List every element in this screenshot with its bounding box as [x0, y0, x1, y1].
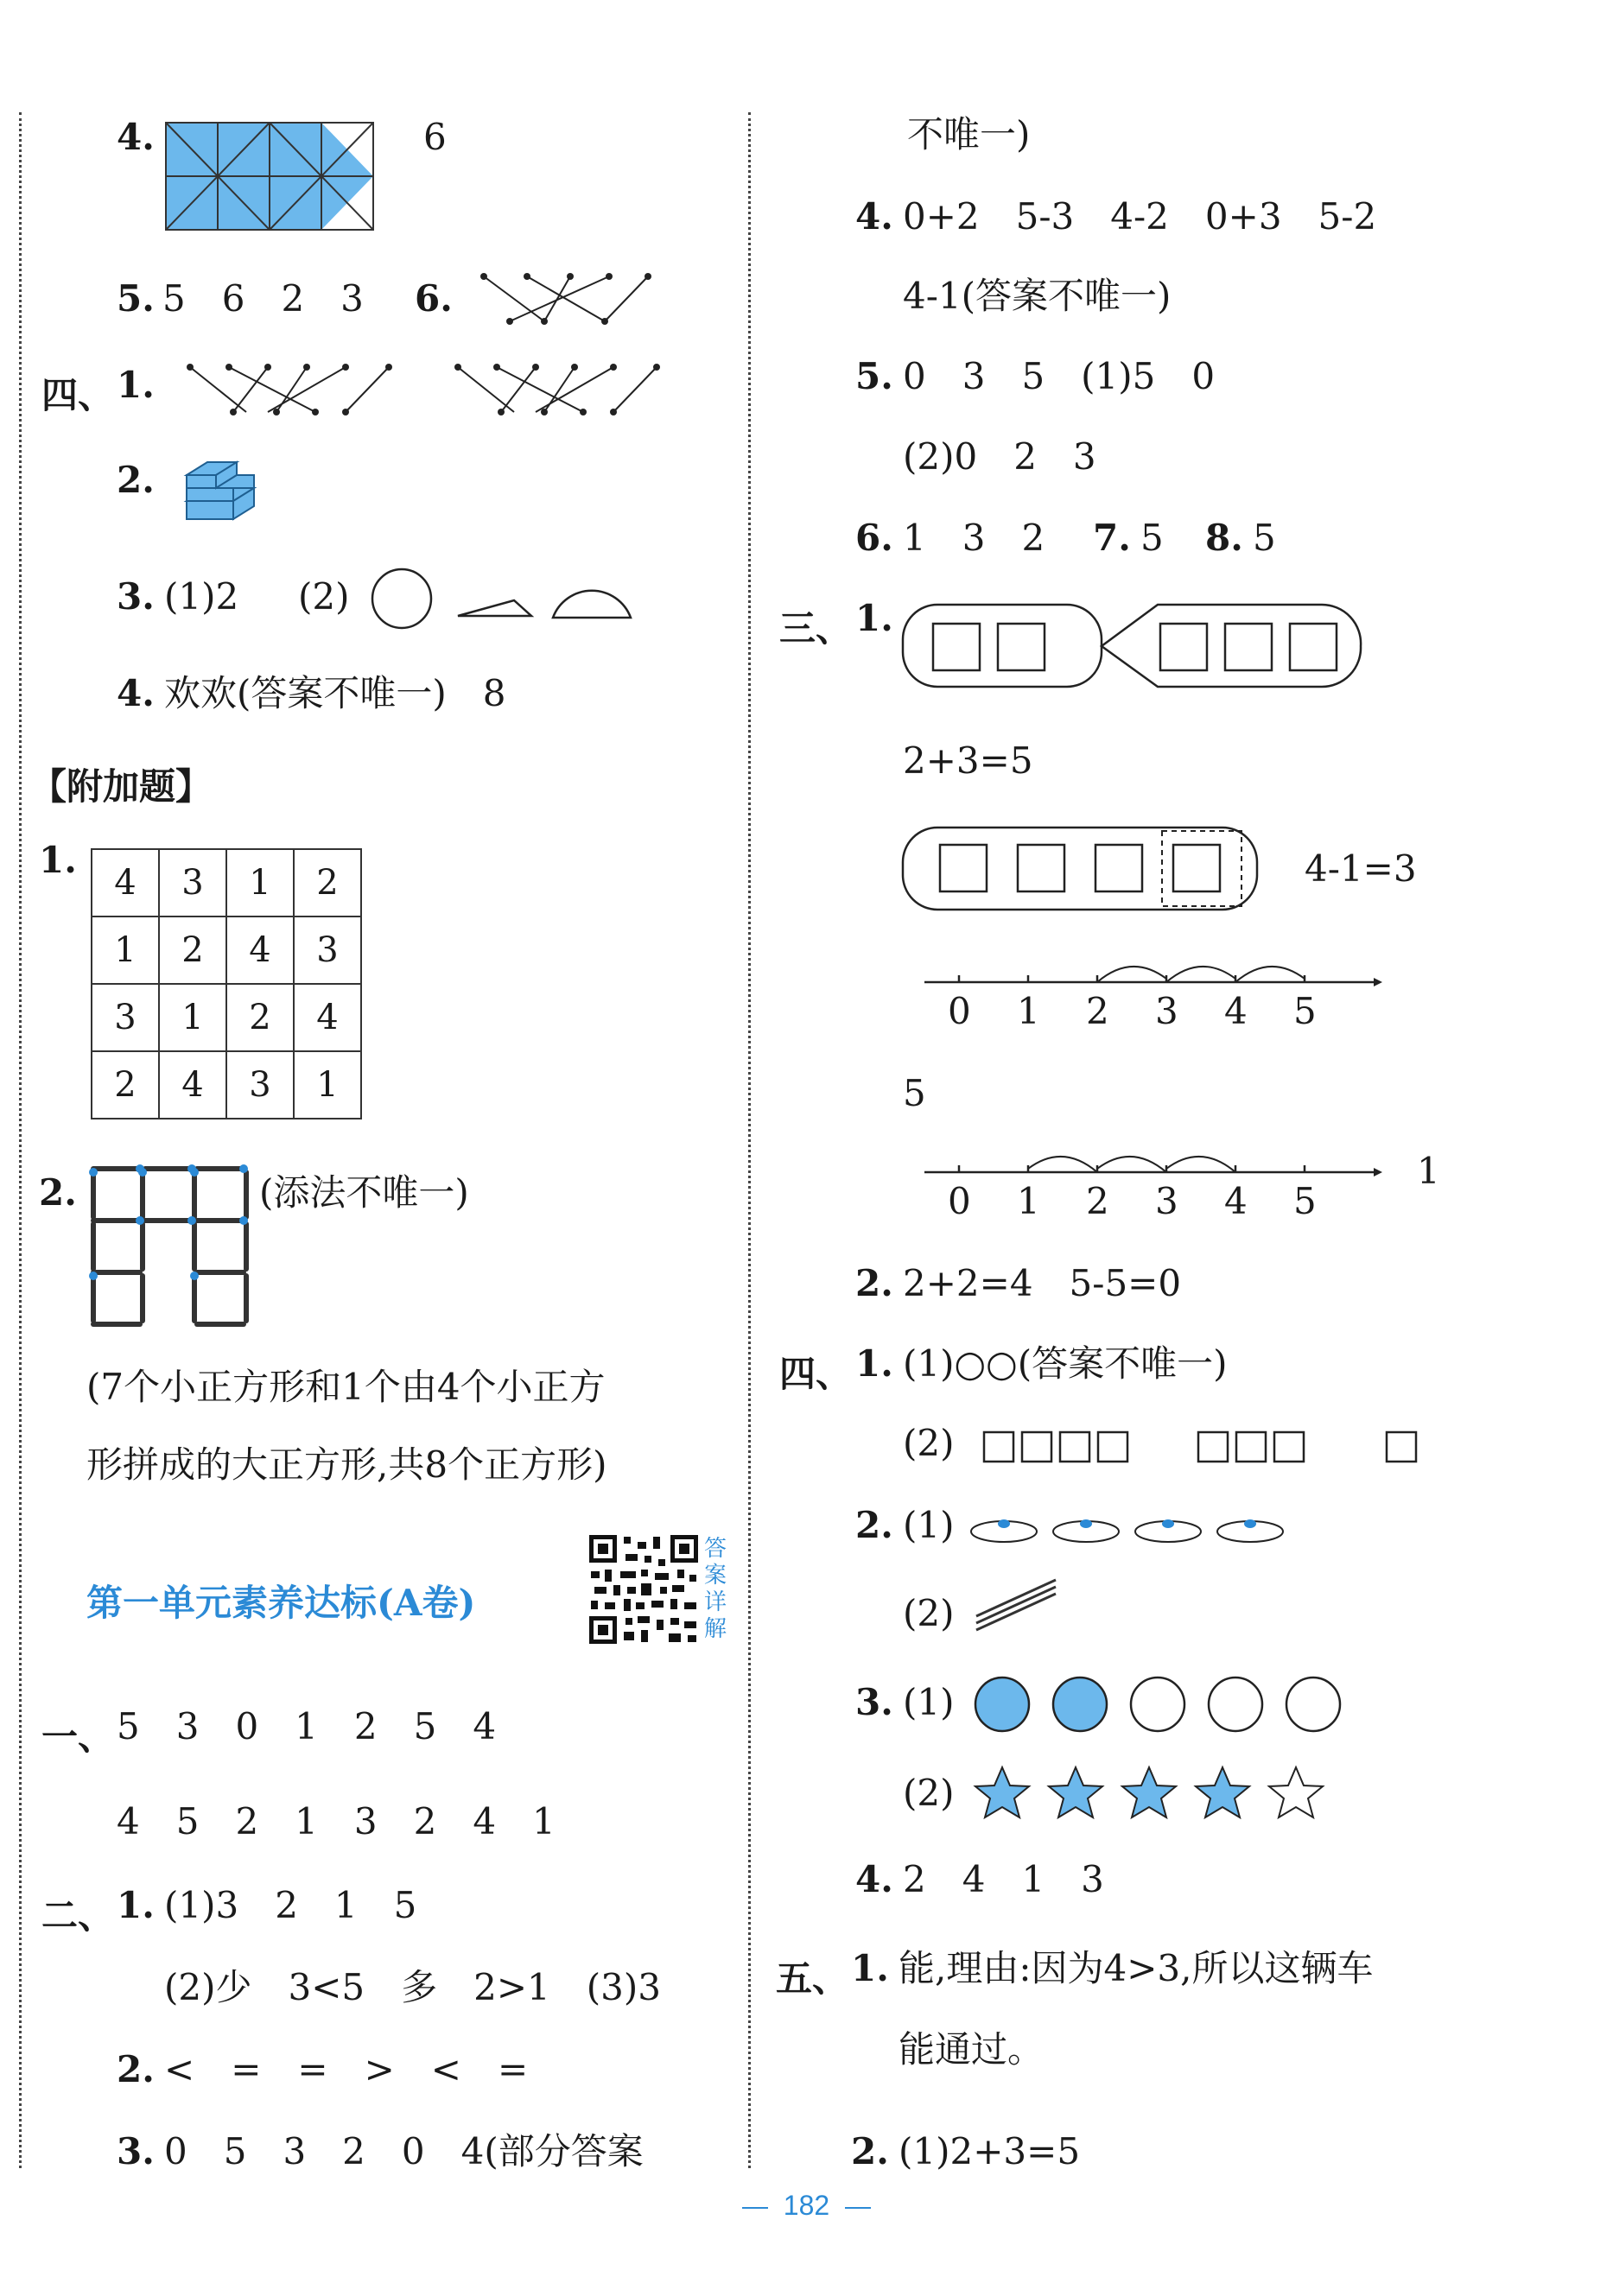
left-margin-divider — [19, 112, 22, 2168]
r-s4-q2-number: 2. — [855, 1504, 893, 1546]
s2-q1-number: 1. — [117, 1884, 155, 1926]
column-divider — [748, 112, 751, 2168]
extra-q2-note: (添法不唯一) — [259, 1171, 469, 1214]
section-1-answers-row1: 5 3 0 1 2 5 4 — [117, 1705, 497, 1747]
sec4-q3-part2: (2) — [298, 575, 350, 618]
grid-cell: 1 — [159, 984, 226, 1051]
grid-cell: 2 — [92, 1051, 159, 1119]
section-4-label: 四、 — [41, 374, 115, 416]
s2-q3-number: 3. — [117, 2130, 155, 2172]
grid-cell: 4 — [226, 916, 294, 984]
extra-questions-title: 【附加题】 — [30, 765, 213, 808]
extra-q2-explanation-line2: 形拼成的大正方形,共8个正方形) — [86, 1443, 607, 1486]
number-line-1-tick-4: 4 — [1224, 990, 1248, 1032]
grid-cell: 4 — [92, 849, 159, 916]
r-s4-q1-answer-a: (1)○○(答案不唯一) — [903, 1342, 1228, 1385]
r-q8-answer: 5 — [1253, 517, 1276, 559]
grid-cell: 3 — [159, 849, 226, 916]
grid-cell: 2 — [294, 849, 361, 916]
extra-q1-number: 1. — [39, 839, 77, 881]
number-line-2-tick-2: 2 — [1086, 1180, 1109, 1222]
stars-figure — [968, 1762, 1348, 1827]
number-line-2 — [916, 1145, 1382, 1179]
grid-cell: 1 — [92, 916, 159, 984]
pencils-figure — [969, 1576, 1064, 1637]
r-section-3-label: 三、 — [779, 607, 853, 650]
number-line-2-tick-3: 3 — [1155, 1180, 1178, 1222]
q5-number: 5. — [117, 277, 155, 320]
sec4-q4-answer: 欢欢(答案不唯一) 8 — [164, 672, 506, 714]
r-q4-number: 4. — [855, 195, 893, 238]
page-number-right-rule — [845, 2207, 871, 2209]
r-s4-q4-number: 4. — [855, 1858, 893, 1900]
r-s3-q1-number: 1. — [855, 597, 893, 639]
square-groups-figure — [981, 1425, 1438, 1468]
grid-cell: 1 — [226, 849, 294, 916]
number-line-1-tick-3: 3 — [1155, 990, 1178, 1032]
number-line-1-tick-2: 2 — [1086, 990, 1109, 1032]
q5-answer: 5 6 2 3 — [162, 277, 364, 320]
subtract-boxes-figure — [899, 821, 1261, 916]
number-line-2-tick-1: 1 — [1017, 1180, 1040, 1222]
number-line-1-tick-0: 0 — [948, 990, 971, 1032]
r-section-5-label: 五、 — [776, 1957, 849, 2000]
number-line-1-tick-5: 5 — [1293, 990, 1317, 1032]
combine-boxes-figure — [899, 596, 1365, 695]
r-s5-q2-answer: (1)2+3=5 — [899, 2130, 1081, 2172]
r-s4-q3-number: 3. — [855, 1681, 893, 1723]
r-section-4-label: 四、 — [779, 1353, 853, 1395]
grid-cell: 3 — [294, 916, 361, 984]
matchstick-figure — [86, 1162, 259, 1335]
q4-number: 4. — [117, 116, 155, 158]
number-line-1-tick-1: 1 — [1017, 990, 1040, 1032]
r-s4-q1-answer-b-label: (2) — [903, 1422, 955, 1464]
r-q5-answer-a: 0 3 5 (1)5 0 — [903, 355, 1216, 397]
grid-cell: 4 — [294, 984, 361, 1051]
number-line-2-tick-4: 4 — [1224, 1180, 1248, 1222]
grid-cell: 4 — [159, 1051, 226, 1119]
sec4-q3-part1: (1)2 — [164, 575, 239, 618]
r-s3-q2-answer: 2+2=4 5-5=0 — [903, 1262, 1182, 1304]
qr-code-label: 答案详解 — [704, 1536, 727, 1642]
number-line-1-answer: 5 — [903, 1072, 926, 1114]
grid-cell: 3 — [226, 1051, 294, 1119]
grid-cell: 1 — [294, 1051, 361, 1119]
r-q7-answer: 5 — [1140, 517, 1164, 559]
sec4-q3-number: 3. — [117, 575, 155, 618]
number-line-2-tick-0: 0 — [948, 1180, 971, 1222]
continued-text: 不唯一) — [907, 113, 1031, 155]
r-q5-number: 5. — [855, 355, 893, 397]
qr-code-image[interactable] — [587, 1533, 700, 1646]
r-q6-answer: 1 3 2 — [903, 517, 1045, 559]
s2-q3-answer: 0 5 3 2 0 4(部分答案 — [164, 2130, 644, 2172]
r-s4-q4-answer: 2 4 1 3 — [903, 1858, 1104, 1900]
r-s4-q3-answer-a-label: (1) — [903, 1681, 955, 1723]
grid-cell: 2 — [159, 916, 226, 984]
r-q7-number: 7. — [1093, 517, 1131, 559]
r-q6-number: 6. — [855, 517, 893, 559]
dishes-figure — [969, 1507, 1298, 1551]
q6-line-matching — [475, 270, 657, 328]
stacked-blocks-figure — [181, 453, 261, 524]
r-q4-answer-a: 0+2 5-3 4-2 0+3 5-2 — [903, 195, 1377, 238]
r-s3-equation-2: 4-1=3 — [1305, 847, 1417, 890]
s2-q2-answer: < = = > < = — [164, 2048, 529, 2090]
extra-q2-number: 2. — [39, 1171, 77, 1214]
s2-q1-answer-b: (2)少 3<5 多 2>1 (3)3 — [164, 1966, 661, 2008]
r-q8-number: 8. — [1205, 517, 1243, 559]
sec4-q1-line-matching — [181, 358, 665, 421]
r-s4-q3-answer-b-label: (2) — [903, 1772, 955, 1814]
r-s5-q1-answer-b: 能通过。 — [899, 2028, 1045, 2071]
number-line-2-answer: 1 — [1417, 1150, 1440, 1192]
r-s5-q1-answer-a: 能,理由:因为4>3,所以这辆车 — [899, 1947, 1374, 1989]
sec4-q2-number: 2. — [117, 459, 155, 501]
sec4-q1-number: 1. — [117, 364, 155, 406]
unit-test-title: 第一单元素养达标(A卷) — [86, 1582, 476, 1624]
page-number-left-rule — [742, 2207, 768, 2209]
s2-q2-number: 2. — [117, 2048, 155, 2090]
shaded-rectangle-figure — [164, 121, 380, 232]
r-s4-q1-number: 1. — [855, 1342, 893, 1385]
page-number-value: 182 — [783, 2190, 830, 2221]
grid-cell: 2 — [226, 984, 294, 1051]
r-s4-q2-answer-a-label: (1) — [903, 1504, 955, 1546]
r-s3-q2-number: 2. — [855, 1262, 893, 1304]
r-s5-q1-number: 1. — [851, 1947, 889, 1989]
section-1-label: 一、 — [41, 1716, 115, 1758]
extra-q2-explanation-line1: (7个小正方形和1个由4个小正方 — [86, 1366, 606, 1408]
number-line-1 — [916, 955, 1382, 989]
shape-figures — [367, 566, 635, 635]
q4-answer: 6 — [423, 116, 447, 158]
r-s3-equation-1: 2+3=5 — [903, 739, 1033, 782]
section-2-label: 二、 — [41, 1894, 115, 1937]
r-q4-answer-b: 4-1(答案不唯一) — [903, 275, 1172, 317]
circles-figure — [968, 1671, 1348, 1741]
r-s4-q2-answer-b-label: (2) — [903, 1592, 955, 1634]
r-s5-q2-number: 2. — [851, 2130, 889, 2172]
page-number — [0, 2190, 1613, 2222]
sec4-q4-number: 4. — [117, 672, 155, 714]
r-q5-answer-b: (2)0 2 3 — [903, 435, 1096, 478]
number-grid — [91, 848, 362, 1119]
grid-cell: 3 — [92, 984, 159, 1051]
s2-q1-answer-a: (1)3 2 1 5 — [164, 1884, 417, 1926]
section-1-answers-row2: 4 5 2 1 3 2 4 1 — [117, 1800, 556, 1843]
number-line-2-tick-5: 5 — [1293, 1180, 1317, 1222]
q6-number: 6. — [415, 277, 453, 320]
